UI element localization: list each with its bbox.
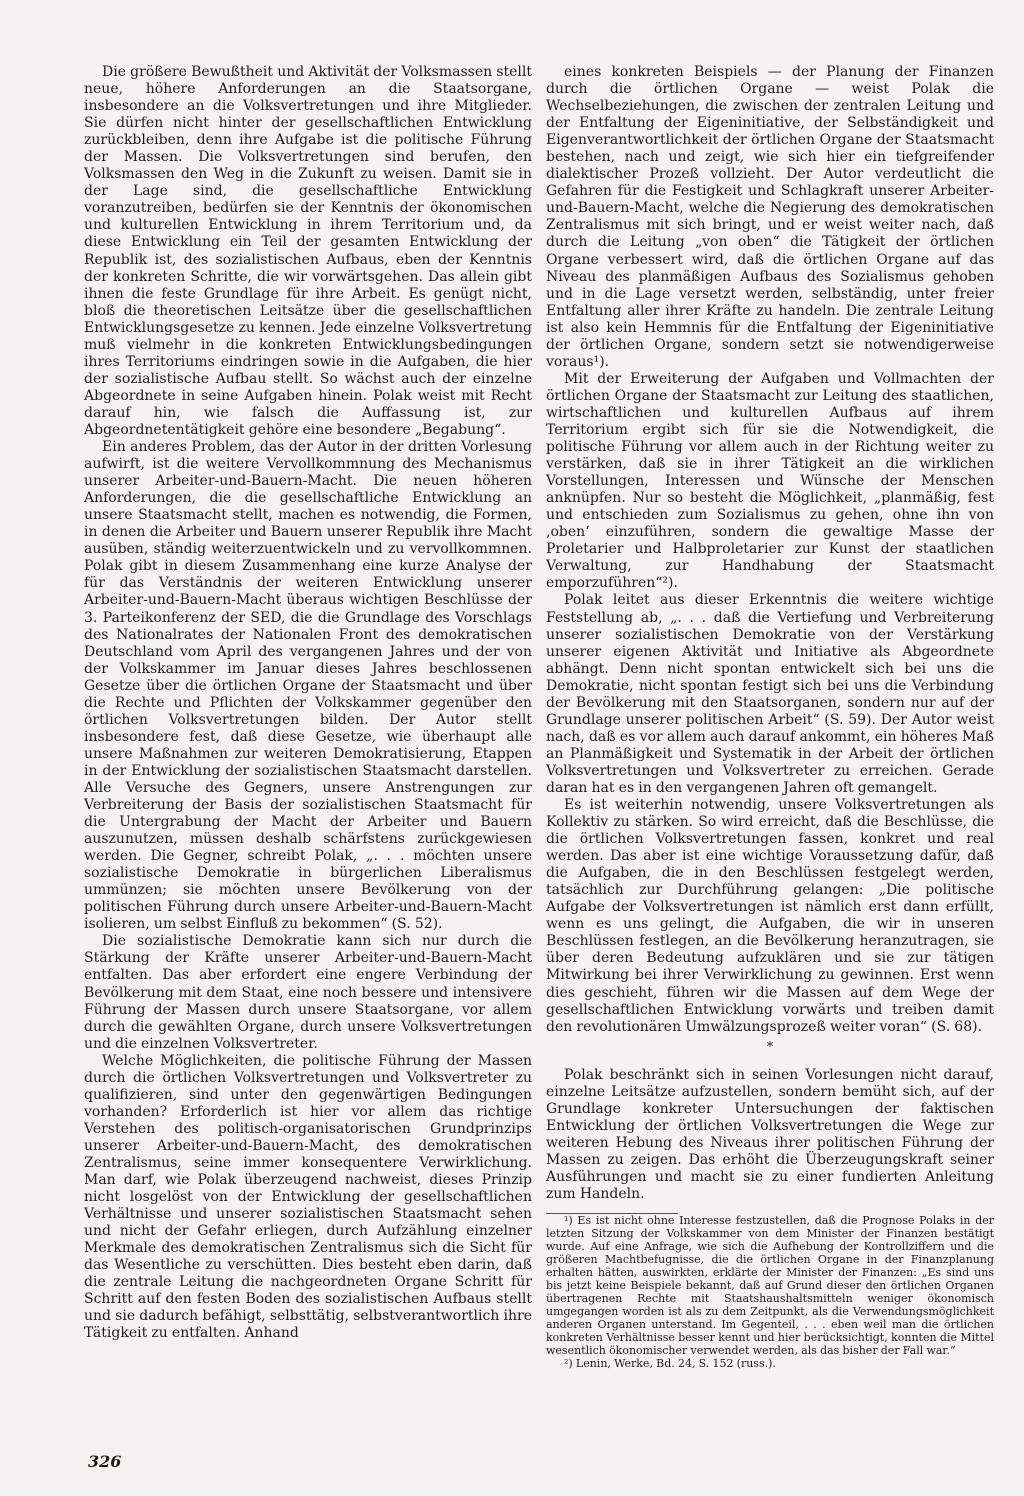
left-column [84, 64, 532, 1439]
closing-paragraph: Polak beschränkt sich in seinen Vorlesungen nicht darauf, einzelne Leitsätze aufzustellen, sondern bemüht sich, auf der Grundlage konkreter Untersuchungen der faktischen Entwicklung der örtlichen Volksvertretungen die Wege zur weiteren Hebung des Niveaus ihrer politischen Führung der Massen zu zeigen. Das erhöht die Überzeugungskraft seiner Ausführungen und macht sie zu einer fundierten Anleitung zum Handeln. [546, 1066, 994, 1202]
page-number: 326 [88, 1452, 122, 1471]
footnote-2: ²) Lenin, Werke, Bd. 24, S. 152 (russ.). [564, 1357, 776, 1371]
section-separator: * [766, 1039, 774, 1055]
paragraph: Mit der Erweiterung der Aufgaben und Vollmachten der örtlichen Organe der Staatsmacht zur Leitung des staatlichen, wirtschaftlichen und kulturellen Aufbaus auf ihrem Territorium ergibt sich für sie die Notwendigkeit, die politische Führung vor allem auch in der Richtung weiter zu verstärken, daß sie in ihrer Tätigkeit an die wirklichen Vorstellungen, Interessen und Wünsche der Menschen anknüpfen. Nur so besteht die Möglichkeit, „planmäßig, fest und entschieden zum Sozialismus zu gehen, ohne ihn von ‚oben‘ einzuführen, sondern die gewaltige Masse der Proletarier und Halbproletarier zur Kunst der staatlichen Verwaltung, zur Handhabung der Staatsmacht emporzuführen“²). [546, 370, 994, 592]
footnote-1: ¹) Es ist nicht ohne Interesse festzustellen, daß die Prognose Polaks in der letzten Sitzung der Volkskammer von dem Minister der Finanzen bestätigt wurde. Auf eine Anfrage, wie sich die Aufhebung der Kontrollziffern und die größeren Machtbefugnisse, die die örtlichen Organe in der Finanzplanung erhalten hätten, auswirkten, erklärte der Minister der Finanzen: „Es sind uns bis jetzt keine Beispiele bekannt, daß auf Grund dieser den örtlichen Organen übertragenen Rechte mit Staatshaushaltsmitteln weniger ökonomisch umgegangen worden ist als zu dem Zeitpunkt, als die Verwendungsmöglichkeit anderen Organen unterstand. Im Gegenteil, . . . eben weil man die örtlichen konkreten Verhältnisse besser kennt und hier berücksichtigt, konnten die Mittel wesentlich ökonomischer verwendet werden, als das bisher der Fall war.“ [546, 1214, 994, 1358]
paragraph: Die größere Bewußtheit und Aktivität der Volksmassen stellt neue, höhere Anforderungen an die Staatsorgane, insbesondere an die Volksvertretungen und ihre Mitglieder. Sie dürfen nicht hinter der gesellschaftlichen Entwicklung zurückbleiben, denn ihre Aufgabe ist die politische Führung der Massen. Die Volksvertretungen sind berufen, den Volksmassen den Weg in die Zukunft zu weisen. Damit sie in der Lage sind, die gesellschaftliche Entwicklung voranzutreiben, bedürfen sie der Kenntnis der ökonomischen und kulturellen Entwicklung in ihrem Territorium und, da diese Entwicklung ein Teil der gesamten Entwicklung der Republik ist, des sozialistischen Aufbaus, eben der Kenntnis der konkreten Schritte, die wir vorwärtsgehen. Das allein gibt ihnen die feste Grundlage für ihre Arbeit. Es genügt nicht, bloß die theoretischen Leitsätze über die gesellschaftlichen Entwicklungsgesetze zu kennen. Jede einzelne Volksvertretung muß vielmehr in die konkreten Entwicklungsbedingungen ihres Territoriums eindringen sowie in die Aufgaben, die hier der sozialistische Aufbau stellt. So wächst auch der einzelne Abgeordnete in seine Aufgaben hinein. Polak weist mit Recht darauf hin, wie falsch die Auffassung ist, zur Abgeordnetentätigkeit gehöre eine besondere „Begabung“. [84, 64, 532, 438]
text-columns [84, 64, 994, 1439]
paragraph: Die sozialistische Demokratie kann sich nur durch die Stärkung der Kräfte unserer Arbeiter-und-Bauern-Macht entfalten. Das aber erfordert eine engere Verbindung der Bevölkerung mit dem Staat, eine noch bessere und intensivere Führung der Massen durch unsere Staatsorgane, vor allem durch die gewählten Organe, durch unsere Volksvertretungen und die einzelnen Volksvertreter. [84, 933, 532, 1052]
paragraph: Ein anderes Problem, das der Autor in der dritten Vorlesung aufwirft, ist die weitere Vervollkommnung des Mechanismus unserer Arbeiter-und-Bauern-Macht. Die neuen höheren Anforderungen, die die gesellschaftliche Entwicklung an unsere Staatsmacht stellt, machen es notwendig, die Formen, in denen die Arbeiter und Bauern unserer Republik ihre Macht ausüben, ständig weiterzuentwickeln und zu vervollkommnen. Polak gibt in diesem Zusammenhang eine kurze Analyse der für das Verständnis der weiteren Entwicklung unserer Arbeiter-und-Bauern-Macht überaus wichtigen Beschlüsse der 3. Parteikonferenz der SED, die die Grundlage des Vorschlags des Nationalrates der Nationalen Front des demokratischen Deutschland vom April des vergangenen Jahres und der von der Volkskammer im Januar dieses Jahres beschlossenen Gesetze über die örtlichen Organe der Staatsmacht und über die Rechte und Pflichten der Volkskammer gegenüber den örtlichen Volksvertretungen bilden. Der Autor stellt insbesondere fest, daß diese Gesetze, wie überhaupt alle unsere Maßnahmen zur weiteren Demokratisierung, Etappen in der Entwicklung der sozialistischen Staatsmacht darstellen. Alle Versuche des Gegners, unsere Anstrengungen zur Verbreiterung der Basis der sozialistischen Staatsmacht für die Untergrabung der Macht der Arbeiter und Bauern auszunutzen, müssen deshalb schärfstens zurückgewiesen werden. Die Gegner, schreibt Polak, „. . . möchten unsere sozialistische Demokratie in bürgerlichen Liberalismus ummünzen; sie möchten unsere Bevölkerung von der politischen Führung durch unsere Arbeiter-und-Bauern-Macht isolieren, um selbst Einfluß zu bekommen“ (S. 52). [84, 439, 532, 933]
paragraph: Es ist weiterhin notwendig, unsere Volksvertretungen als Kollektiv zu stärken. So wird erreicht, daß die Beschlüsse, die die örtlichen Volksvertretungen fassen, konkret und real werden. Das aber ist eine wichtige Voraussetzung dafür, daß die Aufgaben, die in den Beschlüssen festgelegt werden, tatsächlich zur Durchführung gelangen: „Die politische Aufgabe der Volksvertretungen ist nämlich erst dann erfüllt, wenn es uns gelingt, die Aufgaben, die wir in unseren Beschlüssen festlegen, an die Bevölkerung heranzutragen, sie über deren Bedeutung aufzuklären und sie zur tätigen Mitwirkung bei ihrer Verwirklichung zu gewinnen. Erst wenn dies geschieht, führen wir die Massen auf dem Wege der gesellschaftlichen Entwicklung vorwärts und treiben damit den revolutionären Umwälzungsprozeß weiter voran“ (S. 68). [546, 797, 994, 1035]
paragraph: Polak leitet aus dieser Erkenntnis die weitere wichtige Feststellung ab, „. . . daß die Vertiefung und Verbreiterung unserer sozialistischen Demokratie von der Verstärkung unserer eigenen Aktivität und Initiative als Abgeordnete abhängt. Denn nicht spontan entwickelt sich bei uns die Demokratie, nicht spontan festigt sich bei uns die Verbindung der Bevölkerung mit den Staatsorganen, sondern nur auf der Grundlage unserer politischen Arbeit“ (S. 59). Der Autor weist nach, daß es vor allem auch darauf ankommt, ein höheres Maß an Planmäßigkeit und Systematik in der Arbeit der örtlichen Volksvertretungen und Volksvertreter zu erreichen. Gerade daran hat es in den vergangenen Jahren oft gemangelt. [546, 592, 994, 796]
paragraph: eines konkreten Beispiels — der Planung der Finanzen durch die örtlichen Organe — weist Polak die Wechselbeziehungen, die zwischen der zentralen Leitung und der Entfaltung der Eigeninitiative, der Selbständigkeit und Eigenverantwortlichkeit der örtlichen Organe der Staatsmacht bestehen, nach und zeigt, wie sich hier ein tiefgreifender dialektischer Prozeß vollzieht. Der Autor verdeutlicht die Gefahren für die Festigkeit und Schlagkraft unserer Arbeiter-und-Bauern-Macht, welche die Negierung des demokratischen Zentralismus mit sich bringt, und er weist weiter nach, daß durch die Leitung „von oben“ die Tätigkeit der örtlichen Organe verbessert wird, daß die örtlichen Organe auf das Niveau des planmäßigen Aufbaus des Sozialismus gehoben und in die Lage versetzt werden, selbständig, unter freier Entfaltung aller ihrer Kräfte zu handeln. Die zentrale Leitung ist also kein Hemmnis für die Entfaltung der Eigeninitiative der örtlichen Organe, sondern setzt sie notwendigerweise voraus¹). [546, 64, 994, 370]
paragraph: Welche Möglichkeiten, die politische Führung der Massen durch die örtlichen Volksvertretungen und Volksvertreter zu qualifizieren, sind unter den gegenwärtigen Bedingungen vorhanden? Erforderlich ist hier vor allem das richtige Verstehen des politisch-organisatorischen Grundprinzips unserer Arbeiter-und-Bauern-Macht, des demokratischen Zentralismus, seine immer konsequentere Verwirklichung. Man darf, wie Polak überzeugend nachweist, dieses Prinzip nicht losgelöst von der Entwicklung der gesellschaftlichen Verhältnisse und unserer sozialistischen Staatsmacht sehen und nicht der Gefahr erliegen, durch Aufzählung einzelner Merkmale des demokratischen Zentralismus sich die Sicht für das Wesentliche zu verschütten. Dies besteht eben darin, daß die zentrale Leitung die nachgeordneten Organe Schritt für Schritt auf den festen Boden des sozialistischen Aufbaus stellt und sie dadurch befähigt, selbsttätig, selbstverantwortlich ihre Tätigkeit zu entfalten. Anhand [84, 1052, 532, 1342]
footnotes-section [546, 1213, 994, 1370]
right-column [546, 64, 994, 1439]
